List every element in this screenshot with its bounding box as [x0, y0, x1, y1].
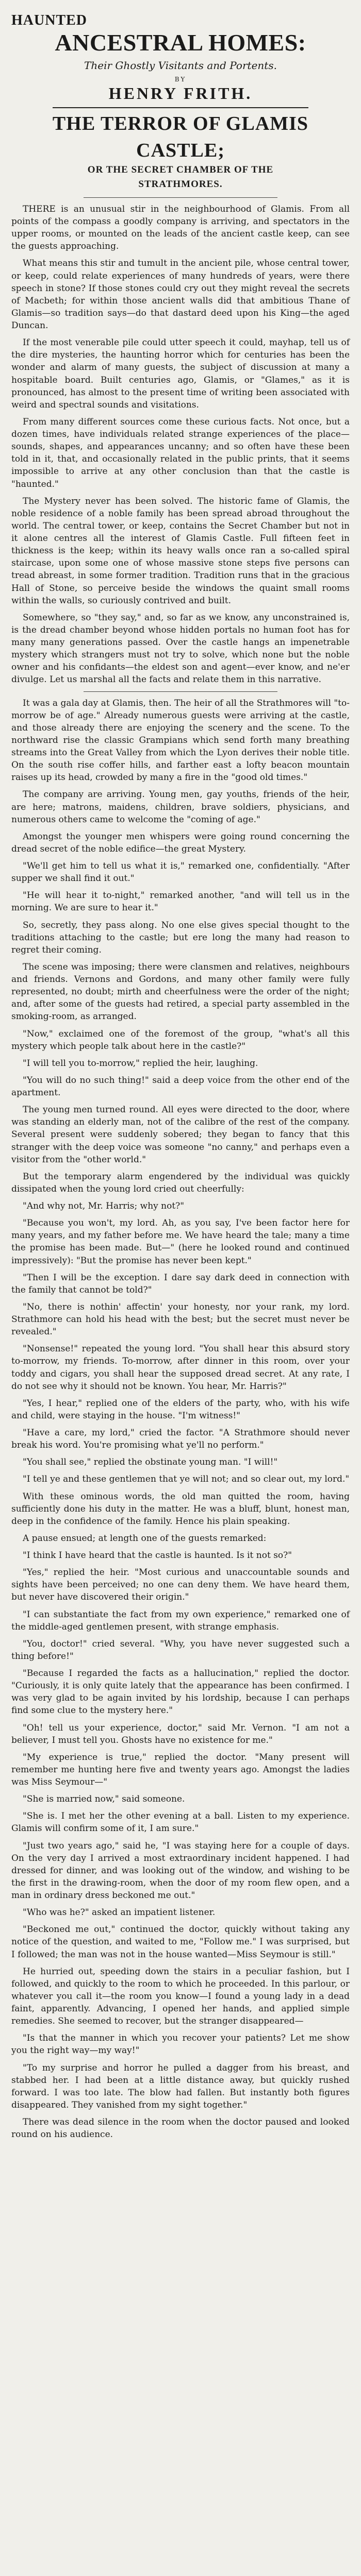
paragraph: Amongst the younger men whispers were going round concerning the dread secret of the noble edifice—the great Mystery. — [11, 831, 350, 854]
story-subtitle-line-1: OR THE SECRET CHAMBER OF THE — [87, 164, 274, 175]
paragraph: It was a gala day at Glamis, then. The heir of all the Strathmores will "to-morrow be of age." Already numerous guests were arriving at the castle, and those already there are enjoying the scenery and the scene. To the northward rise the classic Grampians which send forth many breathing streams into the Great Valley from which the Lyon derives their noble title. On the south rise coffer hills, and farther east a lofty beacon mountain raises up its head, crowded by many a fire in the "good old times." — [11, 698, 350, 783]
paragraph: There was dead silence in the room when the doctor paused and looked round on his audience. — [11, 2117, 350, 2140]
author-name: HENRY FRITH. — [108, 84, 253, 103]
story-title-line-1: THE TERROR OF GLAMIS — [52, 113, 309, 134]
paragraph: "Just two years ago," said he, "I was staying here for a couple of days. On the very day I arrived a most extraordinary incident happened. I had dressed for dinner, and was looking out of the window, and wishing to be the first in the drawing-room, when the door of my room flew open, and a man in ordinary dress beckoned me out." — [11, 1840, 350, 1901]
paragraph: "I will tell you to-morrow," replied the heir, laughing. — [23, 1058, 258, 1069]
story-subtitle-line-2: STRATHMORES. — [138, 179, 223, 190]
paragraph: The Mystery never has been solved. The historic fame of Glamis, the noble residence of a noble family has been spread abroad throughout the world. The central tower, or keep, contains the Secret Chamber but not in it alone centres all the interest of Glamis Castle. Full fifteen feet in thickness is the keep; within its heavy walls once ran a so-called spiral staircase, upon some one of whose massive stone steps five persons can tread abreast, in some former tradition. Tradition runs that in the gracious Hall of Stone, so perceive beside the windows the quaint small rooms within the walls, so curiously contrived and built. — [11, 496, 350, 606]
header-kicker: HAUNTED — [11, 12, 88, 28]
paragraph: He hurried out, speeding down the stairs in a peculiar fashion, but I followed, and quickly to the room to which he proceeded. In this parlour, or whatever you call it—the room you know—I found a young lady in a dead faint, apparently. Advancing, I opened her hands, and applied simple remedies. She seemed to recover, but the stranger disappeared— — [11, 1966, 350, 2027]
paragraph: "Because I regarded the facts as a hallucination," replied the doctor. "Curiously, it is only quite lately that the appearance has been confirmed. I was very glad to be again invited by his lordship, because I can perhaps find some clue to the mystery here." — [11, 1668, 350, 1716]
paragraph: "Yes, I hear," replied one of the elders of the party, who, with his wife and child, were staying in the house. "I'm witness!" — [11, 1398, 350, 1421]
paragraph: If the most venerable pile could utter speech it could, mayhap, tell us of the dire mysteries, the haunting horror which for centuries has been the wonder and alarm of many guests, the subject of discussion at many a hospitable board. Built centuries ago, Glamis, or "Glames," as it is pronounced, has almost to the present time of writing been associated with weird and spectral sounds and visitations. — [11, 337, 350, 410]
paragraph: "And why not, Mr. Harris; why not?" — [23, 1201, 185, 1212]
article-part-1 — [11, 203, 350, 686]
paragraph: Somewhere, so "they say," and, so far as we know, any unconstrained is, is the dread chamber beyond whose hidden portals no human foot has for many many generations passed. Over the castle hangs an impenetrable mystery which strangers must not try to solve, which none but the noble owner and his confidants—the eldest son and agent—ever know, and ne'er divulge. Let us marshal all the facts and relate them in this narrative. — [11, 612, 350, 685]
paragraph: "Is that the manner in which you recover your patients? Let me show you the right way—my way!" — [11, 2033, 350, 2056]
paragraph: A pause ensued; at length one of the guests remarked: — [23, 1533, 267, 1544]
paragraph: "He will hear it to-night," remarked another, "and will tell us in the morning. We are sure to hear it." — [11, 890, 350, 913]
paragraph: "I can substantiate the fact from my own experience," remarked one of the middle-aged gentlemen present, with strange emphasis. — [11, 1609, 350, 1632]
paragraph: "Beckoned me out," continued the doctor, quickly without taking any notice of the question, and waited to me, "Follow me." I was surprised, but I followed; the man was not in the house wanted—Miss Seymour is still." — [11, 1924, 350, 1960]
page-subtitle: Their Ghostly Visitants and Portents. — [84, 59, 277, 72]
paragraph: "You shall see," replied the obstinate young man. "I will!" — [23, 1457, 278, 1468]
paragraph: THERE is an unusual stir in the neighbourhood of Glamis. From all points of the compass a goodly company is arriving, and spectators in the upper rooms, or mounted on the leads of the ancient castle keep, can see the guests approaching. — [11, 204, 350, 252]
paragraph: "Who was he?" asked an impatient listener. — [23, 1907, 216, 1918]
paragraph: "Have a care, my lord," cried the factor. "A Strathmore should never break his word. You're promising what ye'll no perform." — [11, 1428, 350, 1451]
paragraph: "She is married now," said someone. — [23, 1794, 185, 1805]
article-part-2 — [11, 697, 350, 2141]
paragraph: "Oh! tell us your experience, doctor," said Mr. Vernon. "I am not a believer, I must tell you. Ghosts have no existence for me." — [11, 1722, 350, 1745]
section-break-rule — [84, 691, 277, 692]
paragraph: "You will do no such thing!" said a deep voice from the other end of the apartment. — [11, 1075, 350, 1098]
divider-rule — [84, 197, 277, 198]
page-title: ANCESTRAL HOMES: — [55, 29, 306, 56]
paragraph: "Then I will be the exception. I dare say dark deed in connection with the family that cannot be told?" — [11, 1272, 350, 1295]
paragraph: So, secretly, they pass along. No one else gives special thought to the traditions attaching to the castle; but ere long the many had reason to regret their coming. — [11, 920, 350, 955]
paragraph: "We'll get him to tell us what it is," remarked one, confidentially. "After supper we shall find it out." — [11, 861, 350, 884]
paragraph: "Yes," replied the heir. "Most curious and unaccountable sounds and sights have been perceived; no one can deny them. We have heard them, but never have discovered their origin." — [11, 1567, 350, 1603]
paragraph: "You, doctor!" cried several. "Why, you have never suggested such a thing before!" — [11, 1638, 350, 1662]
paragraph: "To my surprise and horror he pulled a dagger from his breast, and stabbed her. I had been at a little distance away, but quickly rushed forward. I was too late. The blow had fallen. But instantly both figures disappeared. They vanished from my sight together." — [11, 2062, 350, 2110]
paragraph: "I tell ye and these gentlemen that ye will not; and so clear out, my lord." — [23, 1474, 350, 1485]
paragraph: With these ominous words, the old man quitted the room, having sufficiently done his duty in the matter. He was a bluff, blunt, honest man, deep in the confidence of the family. Hence his plain speaking. — [11, 1491, 350, 1527]
paragraph: "My experience is true," replied the doctor. "Many present will remember me hunting here five and twenty years ago. Amongst the ladies was Miss Seymour—" — [11, 1752, 350, 1788]
paragraph: "I think I have heard that the castle is haunted. Is it not so?" — [23, 1550, 292, 1561]
divider-rule — [53, 107, 308, 108]
paragraph: The company are arriving. Young men, gay youths, friends of the heir, are here; matrons, maidens, children, brave soldiers, physicians, and numerous others came to welcome the "coming of age." — [11, 789, 350, 825]
paragraph: From many different sources come these curious facts. Not once, but a dozen times, have individuals related strange experiences of the place—sounds, shapes, and appearances uncanny; and so often have these been told in it, that, and occasionally related in the public prints, that it seems impossible to arrive at any other conclusion than that the castle is "haunted." — [11, 416, 350, 489]
paragraph: What means this stir and tumult in the ancient pile, whose central tower, or keep, could relate experiences of many hundreds of years, were there speech in stone? If those stones could cry out they might reveal the secrets of Macbeth; for within those ancient walls did that ambitious Thane of Glamis—so tradition says—do that dastard deed upon his King—the aged Duncan. — [11, 258, 350, 331]
paragraph: "She is. I met her the other evening at a ball. Listen to my experience. Glamis will confirm some of it, I am sure." — [11, 1811, 350, 1834]
story-title-line-2: CASTLE; — [136, 139, 225, 161]
paragraph: The young men turned round. All eyes were directed to the door, where was standing an elderly man, not of the calibre of the rest of the company. Several present were suddenly sobered; they began to fancy that this stranger with the deep voice was someone "no canny," and perhaps even a visitor from the "other world." — [11, 1105, 350, 1165]
paragraph: "Now," exclaimed one of the foremost of the group, "what's all this mystery which people talk about here in the castle?" — [11, 1028, 350, 1052]
paragraph: The scene was imposing; there were clansmen and relatives, neighbours and friends. Vernons and Gordons, and many other family were fully represented, no doubt; mirth and cheerfulness were the order of the night; and, after some of the guests had retired, a special party assembled in the smoking-room, as arranged. — [11, 961, 350, 1022]
paragraph: But the temporary alarm engendered by the individual was quickly dissipated when the young lord cried out cheerfully: — [11, 1171, 350, 1194]
paragraph: "Because you won't, my lord. Ah, as you say, I've been factor here for many years, and my father before me. We have heard the tale; many a time the promise has been made. But—" (here he looked round and continued impressively): "But the promise has never been kept." — [11, 1218, 350, 1266]
paragraph: "No, there is nothin' affectin' your honesty, nor your rank, my lord. Strathmore can hold his head with the best; but the secret must never be revealed." — [11, 1301, 350, 1337]
paragraph: "Nonsense!" repeated the young lord. "You shall hear this absurd story to-morrow, my friends. To-morrow, after dinner in this room, over your toddy and cigars, you shall hear the supposed dread secret. At any rate, I do not see why it should not be known. You hear, Mr. Harris?" — [11, 1344, 350, 1392]
byline-by: BY — [174, 76, 187, 83]
